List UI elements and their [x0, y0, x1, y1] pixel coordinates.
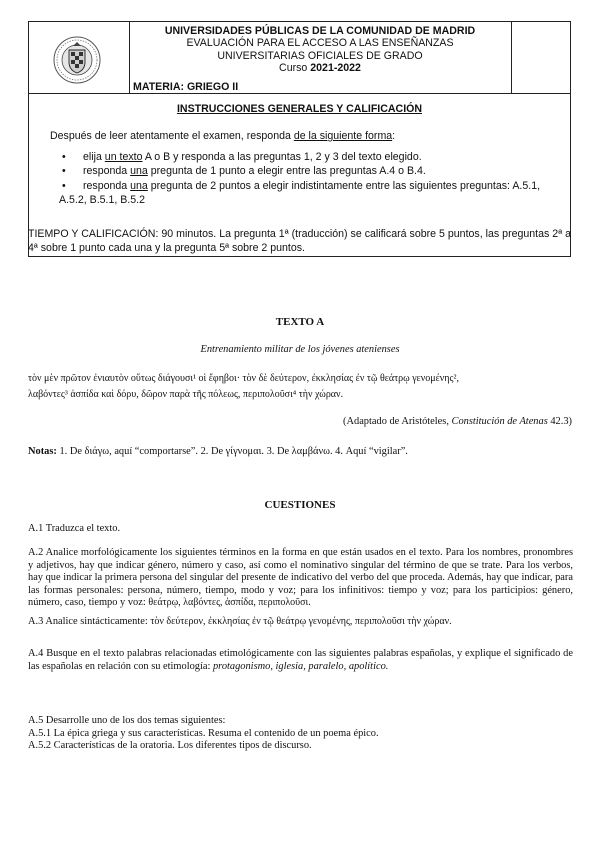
item-pre: elija — [83, 151, 105, 163]
seal-icon — [29, 22, 129, 93]
curso-value: 2021-2022 — [310, 61, 361, 74]
instructions-list — [59, 150, 569, 207]
greek-text — [28, 371, 573, 402]
instruction-item — [59, 150, 569, 164]
a3-text: A.3 Analice sintácticamente: — [28, 616, 151, 627]
item-pre: responda — [83, 179, 131, 192]
question-a2 — [28, 547, 573, 610]
header-line-2: EVALUACIÓN PARA EL ACCESO A LAS ENSEÑANZAS — [186, 37, 454, 50]
question-a4 — [28, 648, 573, 673]
header-line-3: UNIVERSITARIAS OFICIALES DE GRADO — [217, 49, 423, 62]
notas — [28, 446, 408, 457]
greek-line-1: τὸν μὲν πρῶτον ἐνιαυτὸν οὕτως διάγουσι¹ οἱ ἔφηβοι· τὸν δὲ δεύτερον, ἐκκλησίας ἐν τῷ θεάτρῳ γενομένης², — [28, 373, 459, 384]
intro-post: : — [392, 130, 396, 142]
source-work: Constitución de Atenas — [451, 416, 548, 427]
source-citation — [343, 416, 572, 427]
item-post: pregunta de 2 puntos a elegir indistintamente entre las siguientes preguntas: A.5.1, A.5.2, B.5.1, B.5.2 — [59, 179, 541, 206]
greek-line-2: λαβόντες³ ἀσπίδα καὶ δόρυ, δῶρον παρὰ τῆς πόλεως, περιπολοῦσι⁴ τὴν χώραν. — [28, 388, 344, 400]
header-curso — [129, 62, 511, 74]
item-post: pregunta de 1 punto a elegir entre las preguntas A.4 o B.4. — [147, 165, 426, 178]
bullet-icon: • — [62, 151, 66, 163]
cuestiones-title: CUESTIONES — [264, 499, 336, 511]
instruction-item — [59, 179, 569, 208]
texto-subtitle: Entrenamiento militar de los jóvenes atenienses — [200, 344, 400, 355]
exam-header — [28, 21, 571, 94]
header-empty-cell — [511, 22, 571, 93]
item-underlined: una — [130, 165, 148, 178]
a5-heading: A.5 Desarrolle uno de los dos temas siguientes: — [28, 715, 226, 726]
notas-text: 1. De διάγω, aquí “comportarse”. 2. De γίγνομαι. 3. De λαμβάνω. 4. Aquí “vigilar”. — [56, 446, 408, 457]
question-a3 — [28, 616, 573, 629]
a52-item: A.5.2 Características de la oratoria. Los diferentes tipos de discurso. — [28, 740, 312, 752]
item-post: A o B y responda a las preguntas 1, 2 y 3 del texto elegido. — [142, 151, 422, 163]
intro-underlined: de la siguiente forma — [293, 130, 393, 142]
header-titles — [129, 25, 511, 74]
header-line-1: UNIVERSIDADES PÚBLICAS DE LA COMUNIDAD DE MADRID — [164, 25, 476, 37]
item-underlined: un texto — [104, 151, 143, 163]
tiempo-calificacion: TIEMPO Y CALIFICACIÓN: 90 minutos. La pregunta 1ª (traducción) se calificará sobre 5 puntos, las preguntas 2ª a 4ª sobre 1 punto cada una y la pregunta 5ª sobre 2 puntos. — [28, 228, 571, 254]
a51-item: A.5.1 La épica griega y sus características. Resuma el contenido de un poema épico. — [28, 727, 379, 739]
question-a1: A.1 Traduzca el texto. — [28, 523, 121, 534]
item-underlined: una — [130, 179, 148, 192]
texto-title: TEXTO A — [275, 316, 325, 328]
source-pre: (Adaptado de Aristóteles, — [343, 416, 452, 427]
a3-greek: τὸν δεύτερον, ἐκκλησίας ἐν τῷ θεάτρῳ γενομένης, περιπολοῦσι τὴν χώραν. — [150, 616, 452, 627]
notas-label: Notas: — [28, 446, 57, 457]
intro-pre: Después de leer atentamente el examen, responda — [50, 130, 294, 142]
a2-text: A.2 Analice morfológicamente los siguientes términos en la forma en que están usados en el texto. Para los nombres, pronombres y adjetivos, hay que indicar género, número y caso, así como el nominativo singular del término de que se trate. Para los verbos, hay que indicar la primera persona del singular del presente de indicativo del verbo del que proceda. Además, hay que indicar, para las formas personales: persona, número, tiempo, modo y voz; para los infinitivos: tiempo y voz; para los participios: género, número, caso, tiempo y voz: — [28, 547, 573, 609]
instructions-title: INSTRUCCIONES GENERALES Y CALIFICACIÓN — [176, 103, 423, 115]
instruction-item — [59, 164, 569, 178]
bullet-icon: • — [62, 165, 66, 178]
question-a5 — [28, 715, 573, 753]
curso-label: Curso — [279, 61, 308, 74]
materia-label: MATERIA: GRIEGO II — [133, 81, 239, 93]
university-seal-logo — [29, 22, 130, 93]
source-post: 42.3) — [547, 416, 572, 427]
instructions-intro — [50, 130, 395, 142]
item-pre: responda — [83, 165, 131, 178]
a4-words: protagonismo, iglesia, paralelo, apolítico. — [212, 660, 389, 672]
a2-greek: θεάτρῳ, λαβόντες, ἀσπίδα, περιπολοῦσι. — [148, 597, 311, 609]
a4-text: A.4 Busque en el texto palabras relacionadas etimológicamente con las siguientes palabras españolas, y explique el significado de las españolas en relación con su etimología: — [28, 648, 573, 672]
bullet-icon: • — [62, 179, 66, 192]
